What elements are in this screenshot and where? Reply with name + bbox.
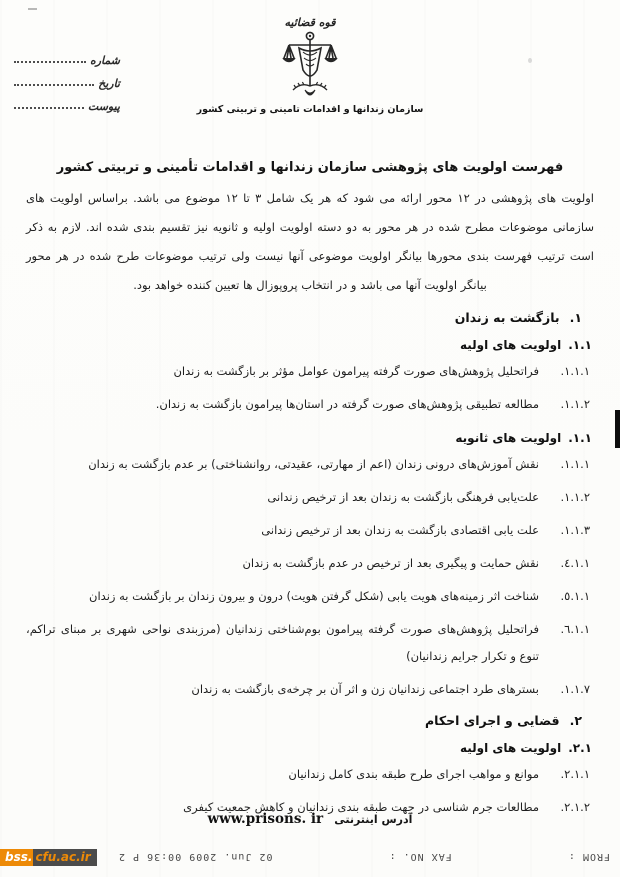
intro-paragraph: اولویت های پژوهشی در ۱۲ محور ارائه می شود که هر یک شامل ۳ تا ۱۲ موضوع می باشد. براساس اولویت های سازمانی موضوعات مطرح شده در هر محور به دو دسته اولویت اولیه و ثانویه نیز تقسیم بندی شده اند. لازم به ذکر است ترتیب فهرست بندی محورها بیانگر اولویت موضوعی آنها نیست ولی ترتیب موضوعات طرح شده در هر محور بیانگر اولویت آنها می باشد و در انتخاب پروپوزال ها تعیین کننده خواهد بود. bbox=[26, 191, 595, 292]
item-text: شناخت اثر زمینه‌های هویت یابی (شکل گرفتن هویت) درون و بیرون زندان بر بازگشت به زندان bbox=[89, 589, 539, 603]
item-number: ۱.۱.۲. bbox=[560, 490, 590, 504]
item-number: ۱.۱.۷. bbox=[560, 682, 590, 696]
watermark-prefix: bss. bbox=[0, 849, 33, 866]
item-text: علت یابی اقتصادی بازگشت به زندان بعد از ترخیص زندانی bbox=[261, 523, 539, 537]
scan-speck bbox=[528, 58, 532, 63]
item-text: مطالعات جرم شناسی در جهت طبقه بندی زندانیان و کاهش جمعیت کیفری bbox=[183, 800, 539, 814]
list-item bbox=[26, 616, 590, 670]
item-number: ۱.۱.٤. bbox=[560, 556, 590, 570]
item-text: فراتحلیل پژوهش‌های صورت گرفته پیرامون بوم‌شناختی زندانیان (مرزبندی نواحی شهری بر مبنای تراکم، تنوع و تکرار جرایم زندانیان) bbox=[26, 622, 539, 663]
section-return-to-prison bbox=[26, 310, 594, 703]
date-field-dotted-line bbox=[14, 84, 94, 86]
ref-row-attachment bbox=[14, 90, 120, 113]
scales-of-justice-icon bbox=[279, 30, 341, 102]
item-number: ۱.۱.٦. bbox=[560, 622, 590, 636]
scan-edge-artifact bbox=[615, 410, 620, 448]
organization-name: سازمان زندانها و اقدامات تامینی و تربیتی کشور bbox=[196, 104, 424, 115]
letterhead-reference-fields bbox=[14, 44, 120, 113]
item-number: ۱.۱.٥. bbox=[560, 589, 590, 603]
group-number: ۲.۱. bbox=[568, 741, 592, 755]
item-number: ۱.۱.۲. bbox=[560, 397, 590, 411]
list-item bbox=[26, 761, 590, 788]
group-title: اولویت های اولیه bbox=[459, 741, 562, 755]
group-heading-primary-priorities bbox=[26, 338, 592, 352]
fax-number-label: FAX NO. : bbox=[388, 851, 452, 863]
list-item bbox=[26, 391, 590, 418]
number-field-dotted-line bbox=[14, 61, 86, 63]
item-number: ۱.۱.۱. bbox=[560, 457, 590, 471]
list-item bbox=[26, 583, 590, 610]
section-heading bbox=[26, 713, 582, 728]
fax-datetime: 02 Jun. 2009 00:36 P 2 bbox=[118, 851, 273, 863]
item-text: فراتحلیل پژوهش‌های صورت گرفته پیرامون عوامل مؤثر بر بازگشت به زندان bbox=[173, 364, 539, 378]
list-item bbox=[26, 451, 590, 478]
item-text: موانع و مواهب اجرای طرح طبقه بندی کامل زندانیان bbox=[288, 767, 539, 781]
item-number: ۲.۱.۲. bbox=[560, 800, 590, 814]
item-text: علت‌یابی فرهنگی بازگشت به زندان بعد از ترخیص زندانی bbox=[267, 490, 539, 504]
document-content bbox=[26, 160, 594, 821]
list-item bbox=[26, 358, 590, 385]
attachment-field-label: پیوست bbox=[87, 100, 120, 113]
item-text: مطالعه تطبیقی پژوهش‌های صورت گرفته در استان‌ها پیرامون بازگشت به زندان. bbox=[155, 397, 539, 411]
item-text: بسترهای طرد اجتماعی زندانیان زن و اثر آن بر چرخه‌ی بازگشت به زندان bbox=[191, 682, 539, 696]
list-item bbox=[26, 517, 590, 544]
item-text: نقش آموزش‌های درونی زندان (اعم از مهارتی، عقیدتی، روانشناختی) بر عدم بازگشت به زندان bbox=[88, 457, 539, 471]
item-number: ۲.۱.۱. bbox=[560, 767, 590, 781]
site-watermark bbox=[0, 849, 97, 866]
website-url: www.prisons. ir bbox=[207, 811, 324, 827]
group-number: ۱.۱. bbox=[568, 431, 592, 445]
letterhead-emblem bbox=[160, 16, 460, 115]
website-label: آدرس اینترنتی bbox=[334, 813, 413, 826]
watermark-suffix: cfu.ac.ir bbox=[33, 849, 96, 866]
item-text: نقش حمایت و پیگیری بعد از ترخیص در عدم بازگشت به زندان bbox=[242, 556, 539, 570]
list-item bbox=[26, 676, 590, 703]
section-number: ۲. bbox=[569, 713, 582, 728]
item-number: ۱.۱.۳. bbox=[560, 523, 590, 537]
judiciary-calligraphy-text: قوه قضائیه bbox=[284, 16, 336, 29]
group-title: اولویت های ثانویه bbox=[455, 431, 562, 445]
list-item bbox=[26, 550, 590, 577]
document-title: فهرست اولویت های پژوهشی سازمان زندانها و اقدامات تأمینی و تربیتی کشور bbox=[56, 160, 564, 175]
list-item bbox=[26, 484, 590, 511]
section-number: ۱. bbox=[569, 310, 582, 325]
section-title: بازگشت به زندان bbox=[454, 310, 560, 325]
group-number: ۱.۱. bbox=[568, 338, 592, 352]
group-title: اولویت های اولیه bbox=[459, 338, 562, 352]
group-heading-primary-priorities bbox=[26, 741, 592, 755]
item-number: ۱.۱.۱. bbox=[560, 364, 590, 378]
fax-from-label: FROM : bbox=[567, 851, 610, 863]
section-judicial-and-sentence-execution bbox=[26, 713, 594, 821]
section-title: قضایی و اجرای احکام bbox=[425, 713, 560, 728]
website-footer bbox=[0, 808, 620, 827]
scan-speck bbox=[28, 8, 37, 10]
ref-row-number bbox=[14, 44, 120, 67]
date-field-label: تاریخ bbox=[98, 77, 120, 90]
attachment-field-dotted-line bbox=[14, 107, 84, 109]
number-field-label: شماره bbox=[89, 54, 120, 67]
group-heading-secondary-priorities bbox=[26, 431, 592, 445]
ref-row-date bbox=[14, 67, 120, 90]
section-heading bbox=[26, 310, 582, 325]
